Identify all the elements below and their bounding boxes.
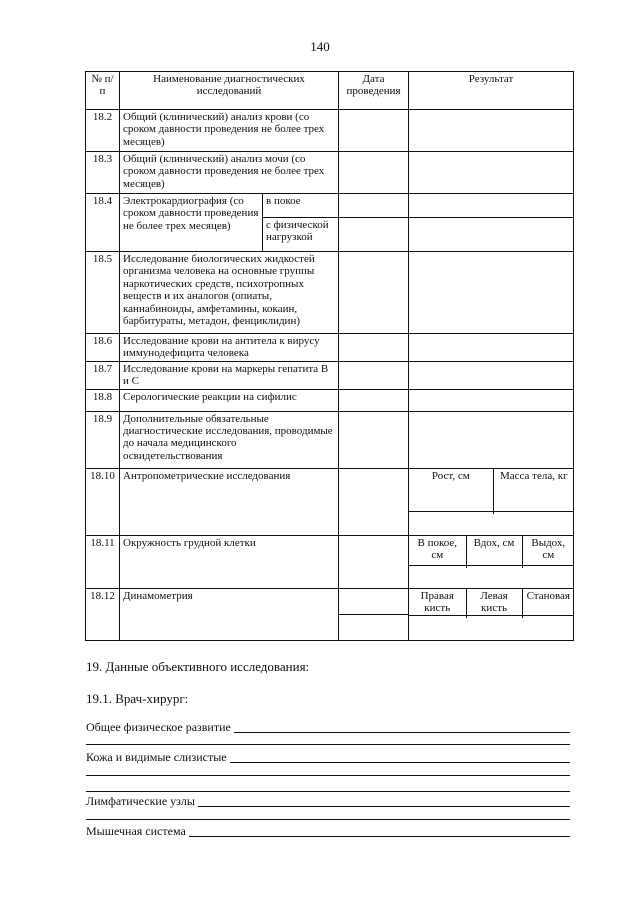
field-label: Лимфатические узлы (86, 794, 195, 808)
row-num: 18.11 (86, 535, 120, 588)
result-cell[interactable] (409, 194, 574, 218)
back-strength-value[interactable] (522, 616, 574, 619)
result-cell[interactable] (409, 218, 574, 252)
input-line[interactable] (86, 775, 570, 776)
row-name: Дополнительные обязательные диагностические исследования, проводимые до начала медицинского освидетельствования (120, 411, 339, 468)
left-hand-value[interactable] (466, 616, 522, 619)
table-row (86, 588, 574, 640)
table-row (86, 252, 574, 334)
page-number: 140 (310, 39, 330, 54)
result-cell[interactable] (409, 152, 574, 194)
row-num: 18.2 (86, 110, 120, 152)
table-row (86, 152, 574, 194)
result-cell[interactable] (409, 252, 574, 334)
field-label: Кожа и видимые слизистые (86, 750, 227, 764)
input-line[interactable] (234, 720, 570, 733)
input-line[interactable] (86, 791, 570, 792)
height-label: Рост, см (431, 469, 470, 482)
height-value-cell[interactable] (409, 512, 493, 515)
table-row (86, 110, 574, 152)
header-name: Наименование диагностических исследований (120, 72, 339, 110)
date-cell[interactable] (339, 152, 409, 194)
date-cell[interactable] (339, 361, 409, 389)
input-line[interactable] (230, 750, 570, 763)
chest-rest-value[interactable] (409, 566, 466, 569)
chest-exhale-label: Выдох, см (522, 536, 574, 566)
right-hand-value[interactable] (409, 616, 466, 619)
date-cell[interactable] (339, 411, 409, 468)
date-cell[interactable] (339, 110, 409, 152)
row-name: Исследование крови на маркеры гепатита В и С (120, 361, 339, 389)
row-name: Антропометрические исследования (120, 468, 339, 535)
row-num: 18.3 (86, 152, 120, 194)
header-date: Дата проведения (339, 72, 409, 110)
row-name: Общий (клинический) анализ крови (со сроком давности проведения не более трех месяцев) (120, 110, 339, 152)
date-cell[interactable] (339, 334, 409, 362)
date-cell[interactable] (339, 615, 408, 618)
chest-rest-label: В покое, см (417, 536, 458, 562)
row-num: 18.4 (86, 194, 120, 252)
weight-label: Масса тела, кг (493, 469, 574, 512)
field-lymph-nodes (86, 794, 570, 809)
date-cell[interactable] (339, 535, 409, 588)
header-num: № п/п (86, 72, 120, 110)
left-hand-label: Левая кисть (466, 589, 522, 616)
row-name: Исследование биологических жидкостей организма человека на основные группы наркотических средств, психотропных веществ и их аналогов (опиаты, каннабиноиды, амфетамины, кокаин, барбитураты, метадон, фенциклидин) (120, 252, 339, 334)
date-cell[interactable] (339, 468, 409, 535)
anthropometry-result (409, 468, 574, 535)
row-name: Серологические реакции на сифилис (120, 389, 339, 411)
field-label: Мышечная система (86, 824, 186, 838)
result-cell[interactable] (409, 110, 574, 152)
date-cell[interactable] (339, 252, 409, 334)
date-cell[interactable] (339, 589, 408, 615)
result-cell[interactable] (409, 389, 574, 411)
field-skin-mucosa (86, 750, 570, 765)
ecg-load-label: с физической нагрузкой (263, 218, 339, 252)
weight-value-cell[interactable] (493, 512, 574, 515)
row-name: Окружность грудной клетки (120, 535, 339, 588)
input-line[interactable] (86, 819, 570, 820)
input-line[interactable] (86, 744, 570, 745)
field-muscular-system (86, 824, 570, 839)
row-name: Общий (клинический) анализ мочи (со сроком давности проведения не более трех месяцев) (120, 152, 339, 194)
row-num: 18.8 (86, 389, 120, 411)
result-cell[interactable] (409, 334, 574, 362)
table-row (86, 535, 574, 588)
row-name: Динамометрия (120, 588, 339, 640)
section-19-1-heading: 19.1. Врач-хирург: (86, 691, 189, 706)
row-num: 18.12 (86, 588, 120, 640)
back-strength-label: Становая (522, 589, 574, 616)
chest-inhale-value[interactable] (466, 566, 522, 569)
table-row (86, 468, 574, 535)
row-num: 18.10 (86, 468, 120, 535)
table-row (86, 194, 574, 218)
date-cell[interactable] (339, 389, 409, 411)
row-num: 18.7 (86, 361, 120, 389)
diagnostics-table (85, 71, 574, 641)
table-row (86, 389, 574, 411)
date-cell[interactable] (339, 194, 409, 218)
input-line[interactable] (189, 824, 570, 837)
result-cell[interactable] (409, 361, 574, 389)
ecg-rest-label: в покое (263, 194, 339, 218)
row-name: Исследование крови на антитела к вирусу иммунодефицита человека (120, 334, 339, 362)
row-name: Электрокардиография (со сроком давности проведения не более трех месяцев) (120, 194, 263, 252)
field-label: Общее физическое развитие (86, 720, 231, 734)
chest-result (409, 535, 574, 588)
chest-inhale-label: Вдох, см (466, 536, 522, 566)
result-cell[interactable] (409, 411, 574, 468)
input-line[interactable] (198, 794, 570, 807)
dynamometry-result (409, 588, 574, 640)
table-header-row (86, 72, 574, 110)
table-row (86, 411, 574, 468)
row-num: 18.6 (86, 334, 120, 362)
row-num: 18.5 (86, 252, 120, 334)
right-hand-label: Правая кисть (420, 589, 454, 615)
table-row (86, 334, 574, 362)
date-cell[interactable] (339, 218, 409, 252)
table-row (86, 361, 574, 389)
field-physical-development (86, 720, 570, 735)
date-cell-split (339, 588, 409, 640)
chest-exhale-value[interactable] (522, 566, 574, 569)
row-num: 18.9 (86, 411, 120, 468)
header-result: Результат (409, 72, 574, 110)
section-19-heading: 19. Данные объективного исследования: (86, 659, 310, 674)
